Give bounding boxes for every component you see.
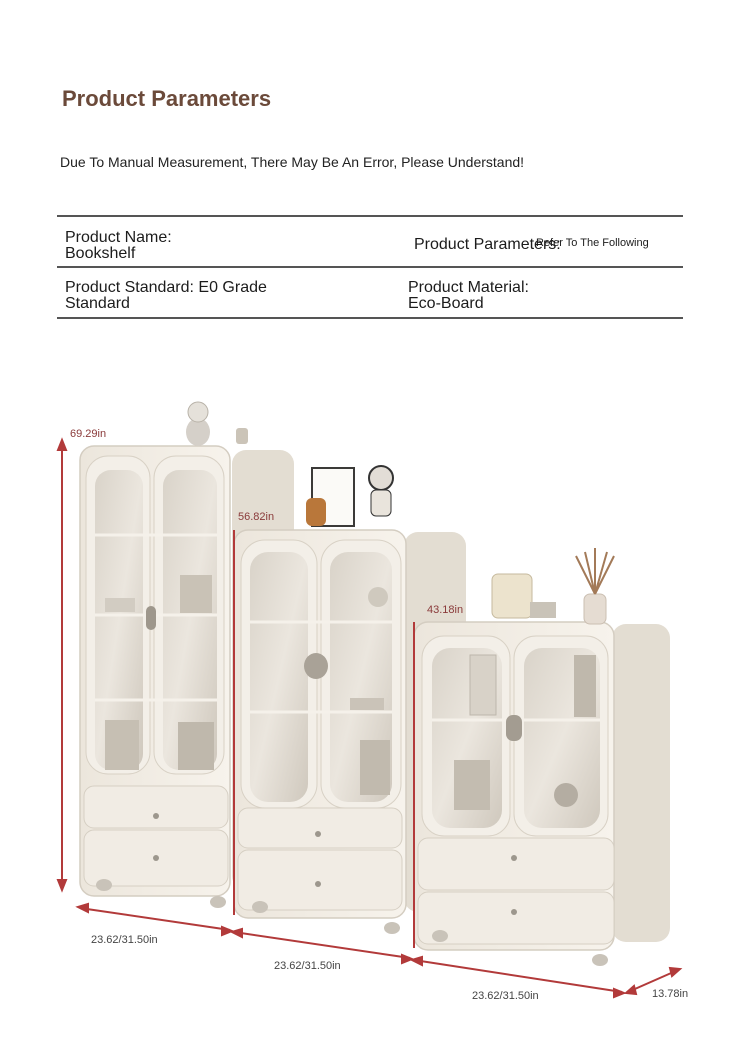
height-label-short: 43.18in <box>427 604 464 616</box>
bookshelf-illustration <box>0 380 750 1050</box>
table-bottom-rule <box>57 317 683 319</box>
product-standard-line1: Product Standard: E0 Grade <box>65 279 267 296</box>
product-standard-cell <box>65 280 267 312</box>
product-material-cell <box>408 280 529 312</box>
page-title: Product Parameters <box>62 86 272 111</box>
height-label-tall: 69.29in <box>70 428 107 440</box>
measurement-note: Due To Manual Measurement, There May Be An Error, Please Understand! <box>60 154 525 170</box>
product-material-label: Product Material: <box>408 279 529 296</box>
table-top-rule <box>57 215 683 217</box>
product-parameters-label: Product Parameters: <box>414 236 561 253</box>
product-material-value: Eco-Board <box>408 295 484 312</box>
product-name-cell <box>65 230 172 262</box>
width-label-3: 23.62/31.50in <box>472 990 539 1002</box>
width-label-2: 23.62/31.50in <box>274 960 341 972</box>
depth-label: 13.78in <box>652 988 689 1000</box>
height-label-mid: 56.82in <box>238 511 275 523</box>
product-name-label: Product Name: <box>65 229 172 246</box>
product-name-value: Bookshelf <box>65 245 136 262</box>
product-standard-line2: Standard <box>65 295 130 312</box>
product-parameters-value: Refer To The Following <box>536 237 649 249</box>
width-label-1: 23.62/31.50in <box>91 934 158 946</box>
table-mid-rule <box>57 266 683 268</box>
